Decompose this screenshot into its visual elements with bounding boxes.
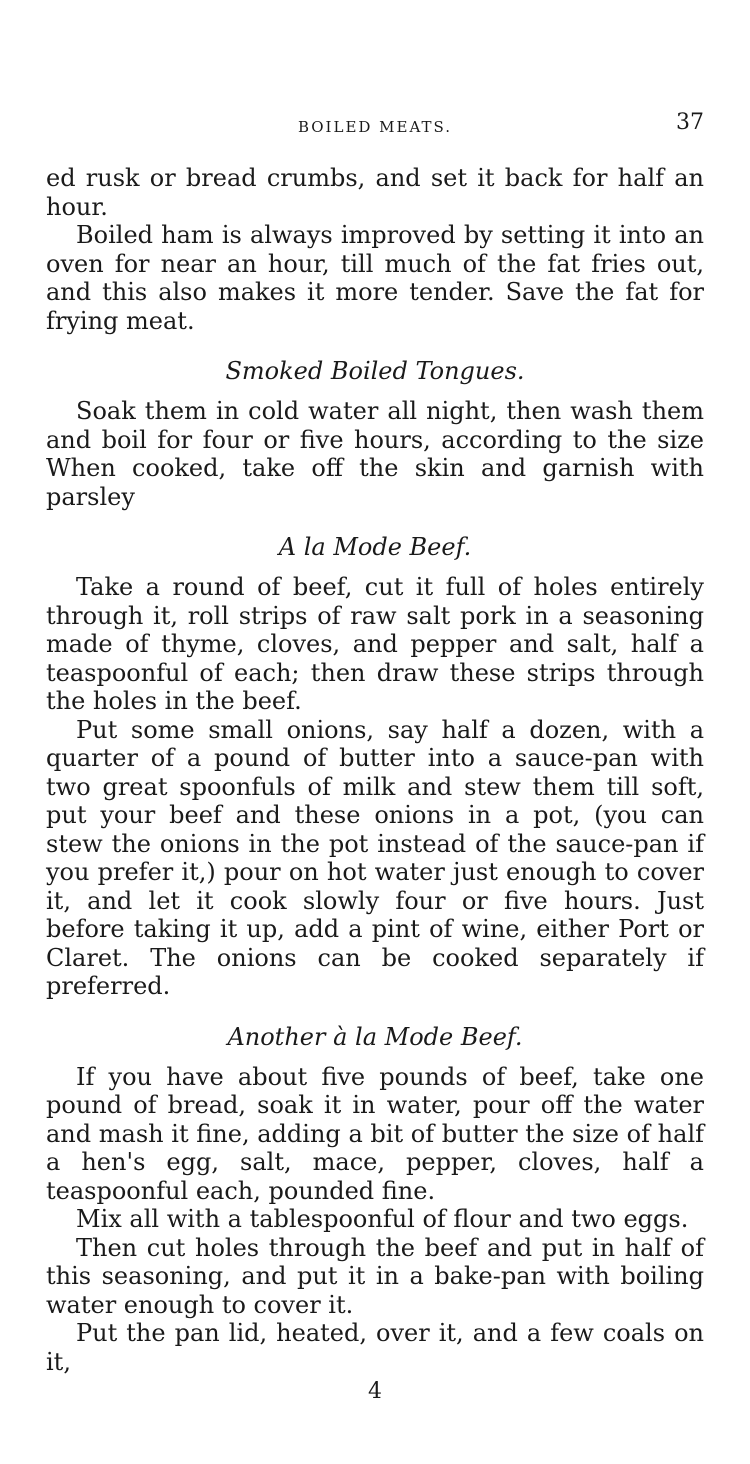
heading-another-a-la-mode-beef: Another à la Mode Beef.: [227, 1022, 523, 1051]
paragraph-tongues: Soak them in cold water all night, then wash them and boil for four or five hours, according to the size When cooked, take off the skin and garnish with parsley: [46, 397, 704, 511]
paragraph-another-1: If you have about five pounds of beef, take one pound of bread, soak it in water, pour off the water and mash it fine, adding a bit of butter the size of half a hen's egg, salt, mace, pepper, cloves, half a teaspoonful each, pounded fine.: [46, 1062, 704, 1205]
paragraph-alamode-1: Take a round of beef, cut it full of holes entirely through it, roll strips of raw salt pork in a seasoning made of thyme, cloves, and pepper and salt, half a teaspoonful of each; then draw these strips through the holes in the beef.: [46, 573, 704, 715]
signature-mark: 4: [368, 1379, 382, 1404]
heading-a-la-mode-beef: A la Mode Beef.: [278, 533, 472, 561]
continued-paragraph: ed rusk or bread crumbs, and set it back for half an hour.: [46, 164, 704, 221]
paragraph-another-2: Mix all with a tablespoonful of flour and two eggs.: [76, 1205, 689, 1233]
page-body: [46, 164, 704, 1407]
page-number: 37: [676, 110, 704, 135]
paragraph-another-3: Then cut holes through the beef and put in half of this seasoning, and put it in a bake-pan with boiling water enough to cover it.: [46, 1233, 704, 1319]
paragraph-boiled-ham: Boiled ham is always improved by setting it into an oven for near an hour, till much of the fat fries out, and this also makes it more tender. Save the fat for frying meat.: [46, 221, 704, 335]
page-header: [46, 110, 704, 140]
paragraph-another-4: Put the pan lid, heated, over it, and a few coals on it,: [46, 1319, 704, 1376]
paragraph-alamode-2: Put some small onions, say half a dozen, with a quarter of a pound of butter into a sauce-pan with two great spoonfuls of milk and stew them till soft, put your beef and these onions in a pot, (you can stew the onions in the pot instead of the sauce-pan if you prefer it,) pour on hot water just enough to cover it, and let it cook slowly four or five hours. Just before taking it up, add a pint of wine, either Port or Claret. The onions can be cooked separately if preferred.: [46, 715, 704, 1000]
running-head: BOILED MEATS.: [297, 118, 453, 136]
heading-smoked-boiled-tongues: Smoked Boiled Tongues.: [225, 357, 525, 385]
